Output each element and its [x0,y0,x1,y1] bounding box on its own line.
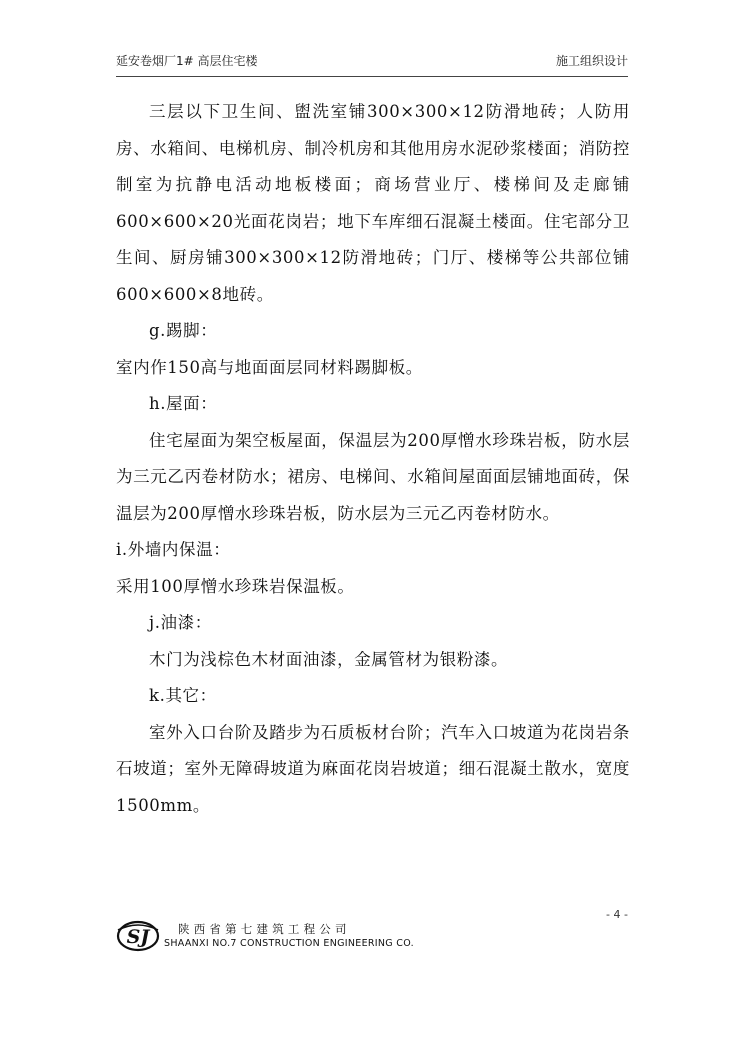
company-name-chinese: 陕西省第七建筑工程公司 [178,922,351,936]
heading-skirting: g.踢脚： [149,321,218,340]
header-divider [116,76,628,77]
document-body [116,94,630,824]
heading-roof: h.屋面： [149,394,218,413]
paragraph-roof: 住宅屋面为架空板屋面，保温层为200厚憎水珍珠岩板，防水层为三元乙丙卷材防水；裙房、电梯间、水箱间屋面面层铺地面砖，保温层为200厚憎水珍珠岩板，防水层为三元乙丙卷材防水。 [116,430,630,523]
heading-other: k.其它： [149,686,217,705]
svg-text:SJ: SJ [126,926,150,948]
paragraph-floor-finishes: 三层以下卫生间、盥洗室铺300×300×12防滑地砖；人防用房、水箱间、电梯机房、制冷机房和其他用房水泥砂浆楼面；消防控制室为抗静电活动地板楼面；商场营业厅、楼梯间及走廊铺600×600×20光面花岗岩；地下车库细石混凝土楼面。住宅部分卫生间、厨房铺300×300×12防滑地砖；门厅、楼梯等公共部位铺600×600×8地砖。 [116,102,630,304]
header-project-title: 延安卷烟厂1# 高层住宅楼 [116,54,258,68]
paragraph-paint: 木门为浅棕色木材面油漆，金属管材为银粉漆。 [149,649,509,669]
paragraph-skirting: 室内作150高与地面面层同材料踢脚板。 [116,357,423,377]
heading-insulation: i.外墙内保温： [116,540,231,559]
company-logo-icon [116,918,160,954]
company-name-english: SHAANXI NO.7 CONSTRUCTION ENGINEERING CO. [164,938,414,949]
paragraph-other: 室外入口台阶及踏步为石质板材台阶；汽车入口坡道为花岗岩条石坡道；室外无障碍坡道为麻面花岗岩坡道；细石混凝土散水，宽度1500mm。 [116,722,630,815]
header-document-type: 施工组织设计 [555,54,628,68]
page-number: - 4 - [606,908,628,921]
page-footer [116,918,516,958]
page-header [116,52,628,72]
paragraph-insulation: 采用100厚憎水珍珠岩保温板。 [116,576,355,596]
heading-paint: j.油漆： [149,613,212,632]
